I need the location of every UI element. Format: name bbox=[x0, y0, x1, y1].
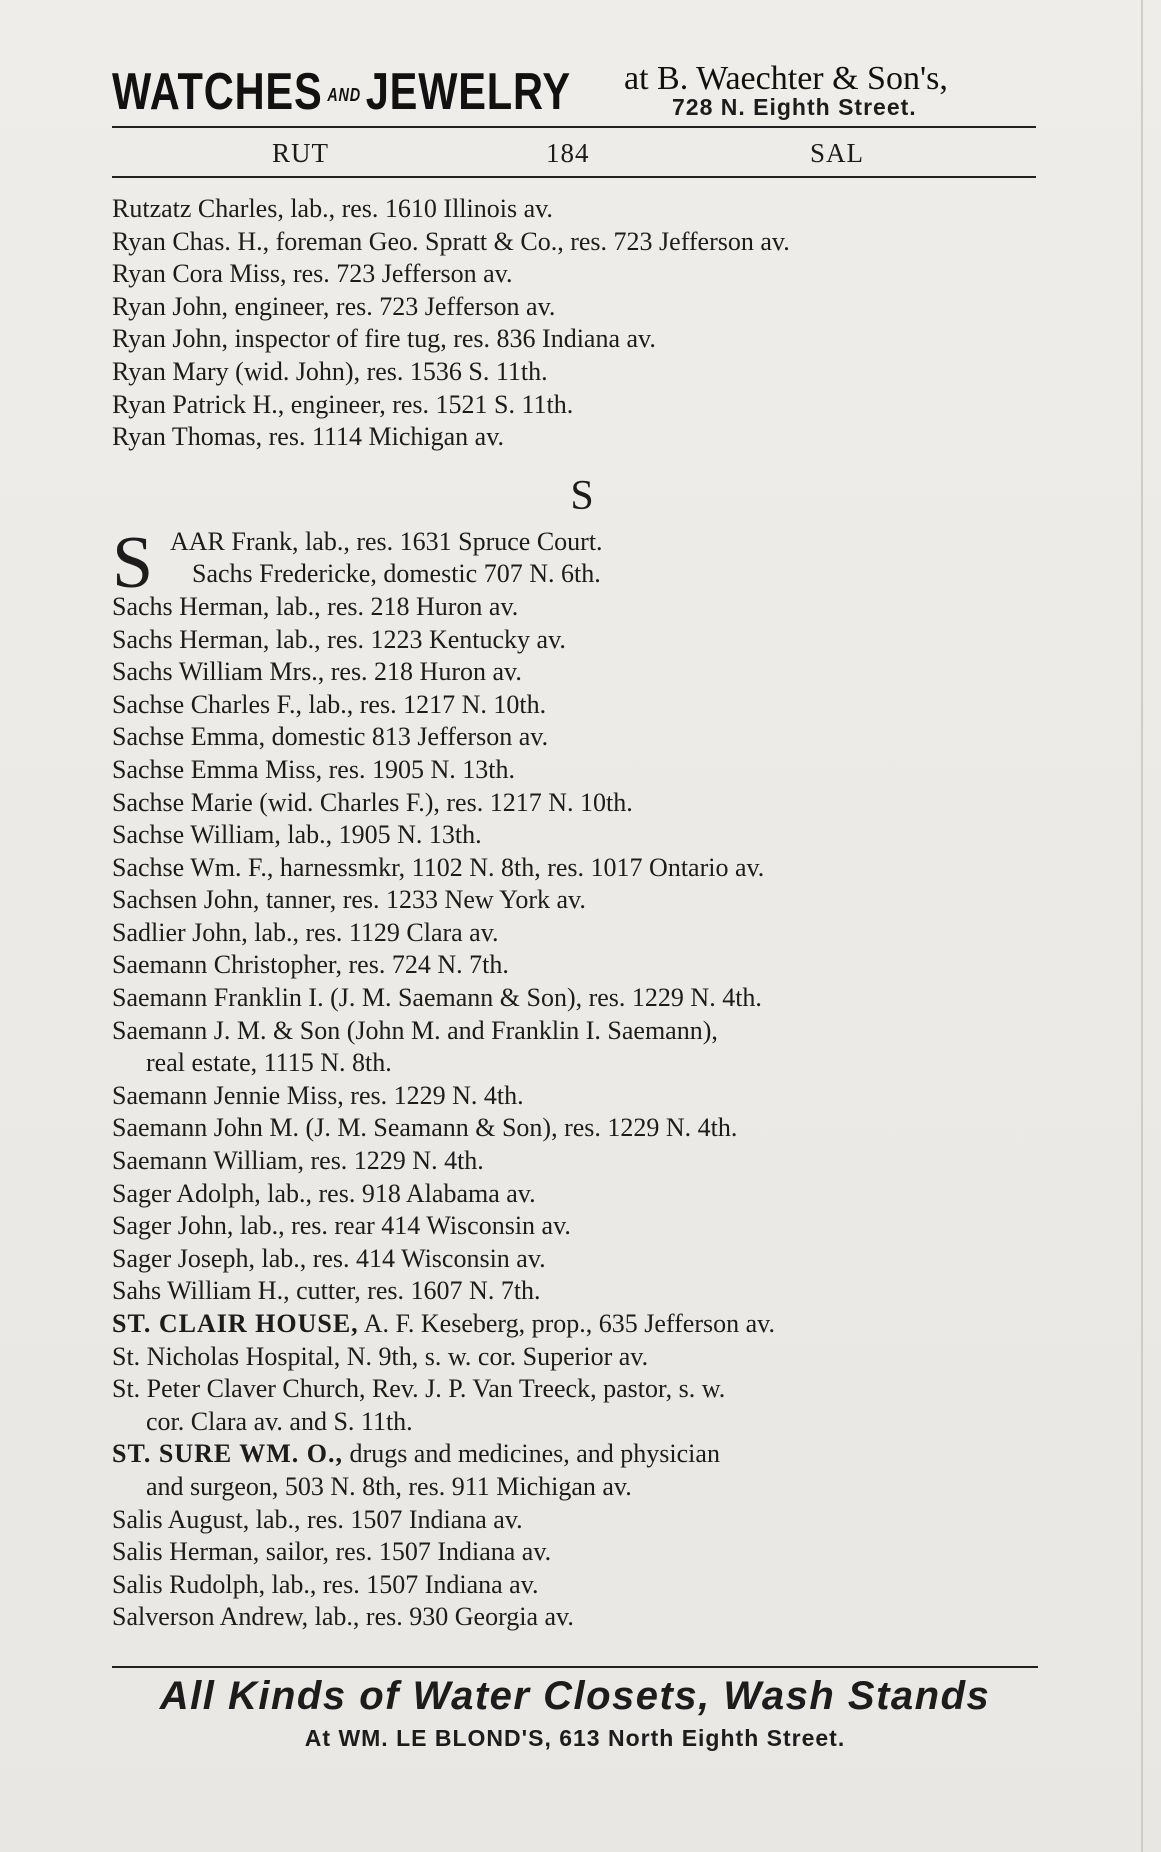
list-item: Salis August, lab., res. 1507 Indiana av. bbox=[112, 1504, 523, 1534]
header-left-key: RUT bbox=[272, 138, 329, 168]
list-item: Ryan Patrick H., engineer, res. 1521 S. 11th. bbox=[112, 389, 574, 419]
business-name: ST. SURE WM. O., bbox=[112, 1439, 344, 1469]
list-item: Saemann William, res. 1229 N. 4th. bbox=[112, 1146, 484, 1176]
directory-listing bbox=[112, 193, 1052, 1634]
list-item: Sager Adolph, lab., res. 918 Alabama av. bbox=[112, 1178, 536, 1208]
list-item: Ryan John, inspector of fire tug, res. 836 Indiana av. bbox=[112, 324, 656, 354]
list-item: Sachse William, lab., 1905 N. 13th. bbox=[112, 820, 482, 850]
business-name: ST. CLAIR HOUSE, bbox=[112, 1309, 359, 1338]
list-item: Saemann Jennie Miss, res. 1229 N. 4th. bbox=[112, 1080, 524, 1110]
footer-rule bbox=[112, 1666, 1038, 1668]
list-item: Ryan Cora Miss, res. 723 Jefferson av. bbox=[112, 259, 513, 289]
list-item: Sachs Herman, lab., res. 1223 Kentucky av. bbox=[112, 624, 566, 654]
list-item: St. Nicholas Hospital, N. 9th, s. w. cor. Superior av. bbox=[112, 1341, 649, 1371]
list-item: Sachse Emma Miss, res. 1905 N. 13th. bbox=[112, 754, 515, 784]
list-item: Ryan Chas. H., foreman Geo. Spratt & Co., res. 723 Jefferson av. bbox=[112, 226, 790, 256]
list-item: Ryan Mary (wid. John), res. 1536 S. 11th. bbox=[112, 356, 548, 386]
page-edge-line bbox=[1141, 0, 1143, 1852]
list-item: St. Peter Claver Church, Rev. J. P. Van Treeck, pastor, s. w. bbox=[112, 1374, 726, 1404]
header-right-key: SAL bbox=[810, 138, 865, 168]
list-item: Sachs Herman, lab., res. 218 Huron av. bbox=[112, 591, 519, 621]
list-item: Sadlier John, lab., res. 1129 Clara av. bbox=[112, 917, 499, 947]
header-top-rule bbox=[112, 126, 1036, 128]
section-heading: S bbox=[570, 472, 594, 519]
ad-tagline: All Kinds of Water Closets, Wash Stands bbox=[159, 1674, 991, 1718]
business-details: A. F. Keseberg, prop., 635 Jefferson av. bbox=[358, 1309, 775, 1338]
list-item-st-sure bbox=[112, 1438, 1052, 1471]
list-item: Salverson Andrew, lab., res. 930 Georgia av. bbox=[112, 1602, 574, 1632]
list-item: Sachse Marie (wid. Charles F.), res. 1217 N. 10th. bbox=[112, 787, 633, 817]
list-item: Sachse Wm. F., harnessmkr, 1102 N. 8th, res. 1017 Ontario av. bbox=[112, 852, 765, 882]
list-item: Ryan John, engineer, res. 723 Jefferson av. bbox=[112, 291, 556, 321]
dropcap-letter: S bbox=[112, 521, 154, 604]
top-advertisement bbox=[112, 58, 1038, 128]
list-item: Sahs William H., cutter, res. 1607 N. 7th. bbox=[112, 1276, 541, 1306]
dropcap-entry bbox=[112, 521, 1052, 604]
list-item: Sager Joseph, lab., res. 414 Wisconsin av. bbox=[112, 1243, 546, 1273]
list-item-continuation: cor. Clara av. and S. 11th. bbox=[146, 1406, 413, 1436]
list-item: Sager John, lab., res. rear 414 Wisconsin av. bbox=[112, 1211, 571, 1241]
list-item-continuation: real estate, 1115 N. 8th. bbox=[146, 1048, 392, 1078]
and-ornament: AND bbox=[327, 84, 361, 105]
list-item: Saemann Franklin I. (J. M. Saemann & Son), res. 1229 N. 4th. bbox=[112, 983, 762, 1013]
list-item: Sachse Charles F., lab., res. 1217 N. 10th. bbox=[112, 689, 547, 719]
list-item: Saemann John M. (J. M. Seamann & Son), res. 1229 N. 4th. bbox=[112, 1113, 738, 1143]
list-item: Ryan Thomas, res. 1114 Michigan av. bbox=[112, 422, 505, 452]
page-number: 184 bbox=[546, 138, 590, 168]
list-item: Sachse Emma, domestic 813 Jefferson av. bbox=[112, 722, 549, 752]
bottom-advertisement bbox=[112, 1674, 1038, 1752]
header-bottom-rule bbox=[112, 176, 1036, 178]
business-details: drugs and medicines, and physician bbox=[343, 1439, 720, 1469]
list-item: Rutzatz Charles, lab., res. 1610 Illinois av. bbox=[112, 194, 553, 223]
list-item-continuation: and surgeon, 503 N. 8th, res. 911 Michigan av. bbox=[146, 1471, 632, 1501]
ad-headline-right: JEWELRY bbox=[365, 63, 571, 121]
list-item: Salis Rudolph, lab., res. 1507 Indiana av. bbox=[112, 1569, 539, 1599]
ad-headline bbox=[112, 62, 571, 122]
list-item: Sachs William Mrs., res. 218 Huron av. bbox=[112, 657, 522, 687]
list-item: AAR Frank, lab., res. 1631 Spruce Court. bbox=[170, 526, 603, 556]
list-item-st-clair bbox=[112, 1308, 1052, 1341]
ad-address: At WM. LE BLOND'S, 613 North Eighth Street. bbox=[304, 1725, 846, 1751]
list-item: Saemann Christopher, res. 724 N. 7th. bbox=[112, 950, 509, 980]
ad-headline-left: WATCHES bbox=[112, 63, 323, 121]
list-item: Sachs Fredericke, domestic 707 N. 6th. bbox=[192, 559, 601, 589]
ad-merchant: at B. Waechter & Son's, bbox=[624, 60, 948, 97]
list-item: Sachsen John, tanner, res. 1233 New York av. bbox=[112, 885, 586, 915]
list-item: Saemann J. M. & Son (John M. and Franklin I. Saemann), bbox=[112, 1015, 718, 1045]
ad-address: 728 N. Eighth Street. bbox=[672, 94, 917, 120]
list-item: Salis Herman, sailor, res. 1507 Indiana av. bbox=[112, 1537, 552, 1567]
